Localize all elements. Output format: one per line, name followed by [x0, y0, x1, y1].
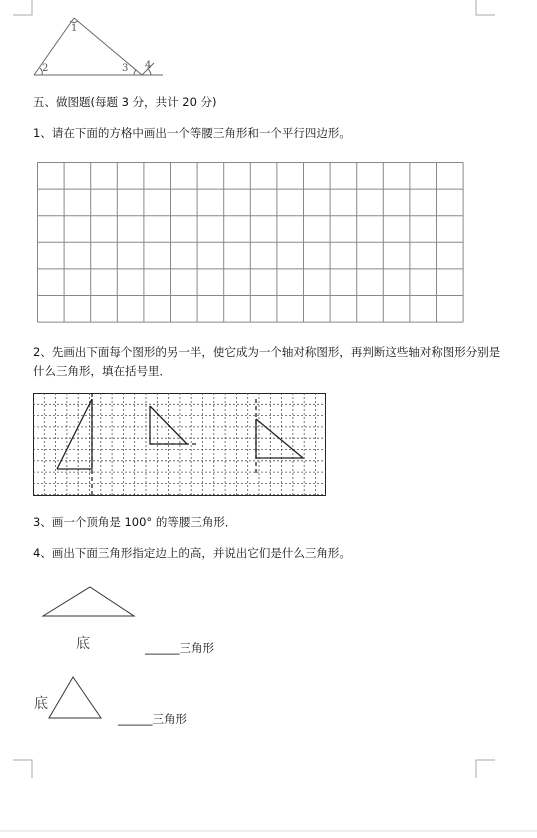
q4-answer-line-2: ______三角形	[118, 712, 187, 726]
angle-label-3: 3	[122, 63, 129, 74]
question-1-text: 1、请在下面的方格中画出一个等腰三角形和一个平行四边形。	[33, 126, 351, 140]
section-title: 五、做图题(每题 3 分，共计 20 分)	[33, 95, 217, 109]
question-2-text: 2、先画出下面每个图形的另一半，使它成为一个轴对称图形，再判断这些轴对称图形分别是什么三角形，填在括号里．	[33, 345, 501, 378]
question-3-text: 3、画一个顶角是 100° 的等腰三角形．	[33, 515, 237, 529]
question-1-grid	[37, 162, 467, 324]
q2-half-triangle-3	[256, 399, 303, 473]
angle-label-2: 2	[42, 63, 49, 74]
q4-base-label-2: 底	[34, 696, 48, 712]
question-2-figure-box	[33, 393, 326, 496]
q4-answer-line-1: ______三角形	[145, 641, 214, 655]
q2-half-triangle-1	[57, 393, 92, 496]
question-4-text: 4、画出下面三角形指定边上的高，并说出它们是什么三角形。	[33, 546, 351, 560]
q4-base-label-1: 底	[76, 636, 90, 652]
angle-label-4: 4	[145, 60, 152, 71]
angle-label-1: 1	[71, 23, 78, 34]
q4-acute-triangle	[46, 675, 106, 721]
top-triangle-figure	[30, 10, 170, 80]
q4-obtuse-triangle	[40, 585, 140, 619]
